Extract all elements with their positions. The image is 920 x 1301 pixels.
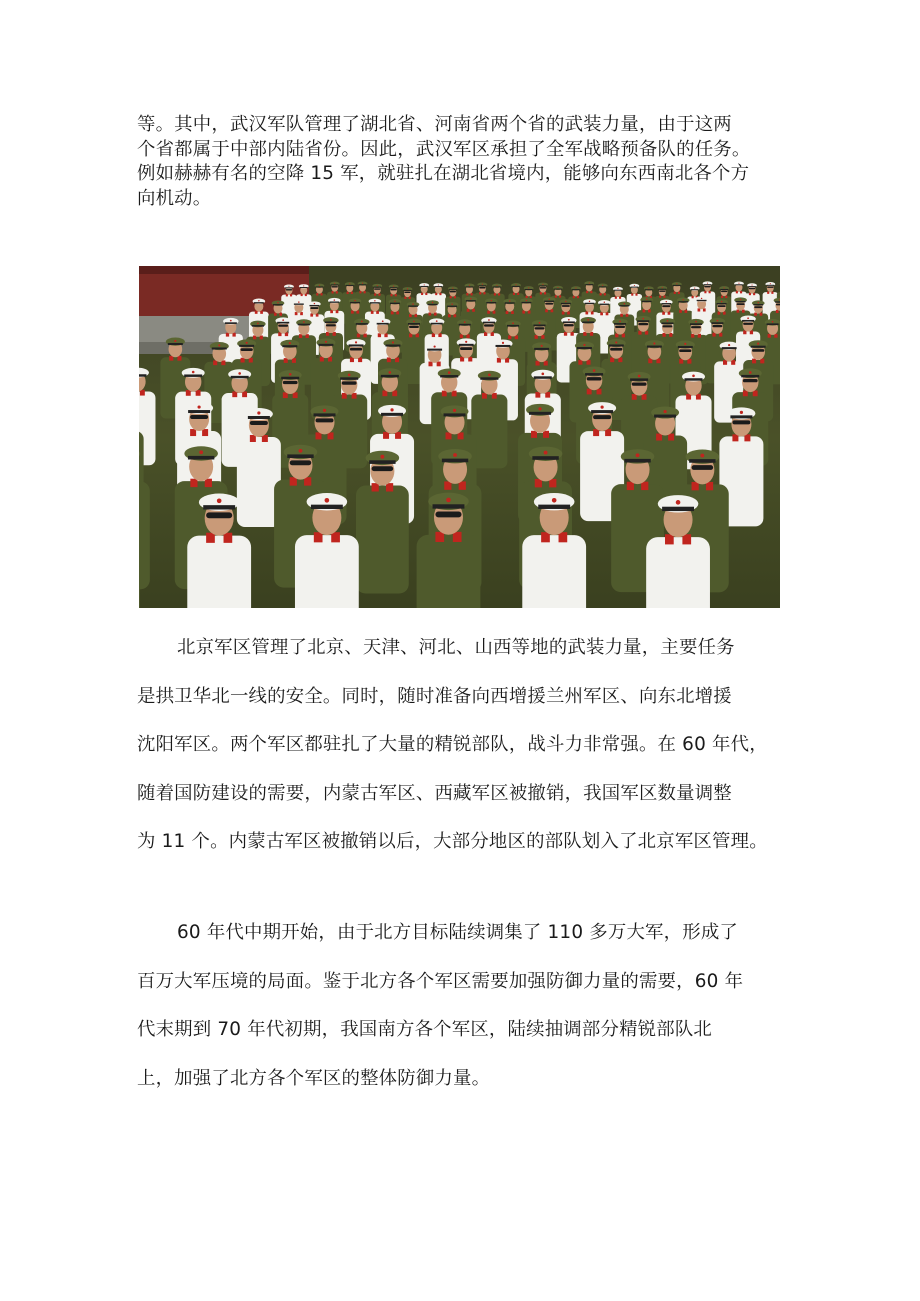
text-line: 百万大军压境的局面。鉴于北方各个军区需要加强防御力量的需要，60 年 (137, 970, 744, 992)
text-line: 代末期到 70 年代初期，我国南方各个军区，陆续抽调部分精锐部队北 (137, 1019, 713, 1040)
paragraph-sixties (137, 909, 797, 1103)
crowd-figures (139, 281, 780, 608)
text-line: 60 年代中期开始，由于北方目标陆续调集了 110 多万大军，形成了 (177, 922, 738, 943)
text-line: 沈阳军区。两个军区都驻扎了大量的精锐部队，战斗力非常强。在 60 年代， (137, 734, 768, 755)
text-line: 北京军区管理了北京、天津、河北、山西等地的武装力量，主要任务 (177, 637, 735, 658)
paragraph-wuhan (137, 113, 817, 211)
text-line: 是拱卫华北一线的安全。同时，随时准备向西增援兰州军区、向东北增援 (137, 685, 732, 707)
text-line: 向机动。 (137, 187, 212, 209)
crowd-photo (139, 266, 780, 608)
text-line: 等。其中，武汉军队管理了湖北省、河南省两个省的武装力量，由于这两 (137, 114, 732, 135)
paragraph-beijing (137, 624, 797, 867)
crowd-photo-illustration (139, 266, 780, 608)
text-line: 上，加强了北方各个军区的整体防御力量。 (137, 1067, 491, 1089)
text-line: 个省都属于中部内陆省份。因此，武汉军区承担了全军战略预备队的任务。 (137, 138, 751, 160)
text-line: 随着国防建设的需要，内蒙古军区、西藏军区被撤销，我国军区数量调整 (137, 782, 732, 804)
text-line: 例如赫赫有名的空降 15 军，就驻扎在湖北省境内，能够向东西南北各个方 (137, 163, 750, 185)
text-line: 为 11 个。内蒙古军区被撤销以后，大部分地区的部队划入了北京军区管理。 (137, 831, 768, 852)
